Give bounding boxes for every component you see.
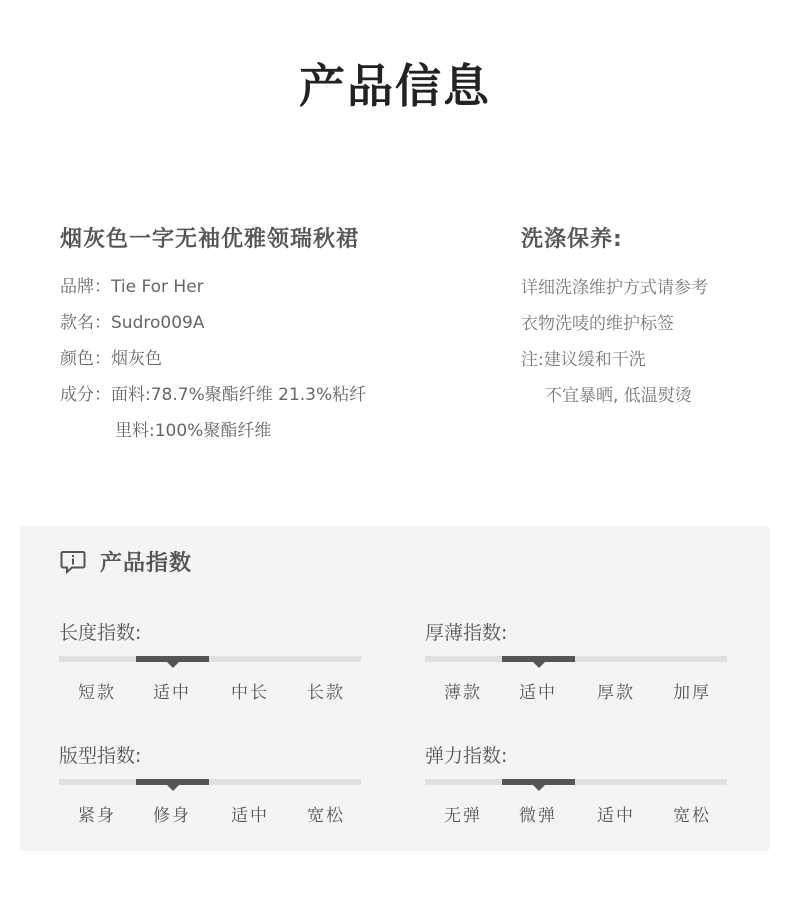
color-row [60, 344, 162, 369]
color-value: 烟灰色 [111, 349, 162, 369]
index-option: 加厚 [673, 683, 711, 703]
index-track [425, 779, 727, 785]
index-option: 适中 [597, 806, 635, 826]
marker-pointer [167, 785, 179, 791]
index-option: 长款 [307, 683, 345, 703]
care-line: 衣物洗唛的维护标签 [521, 314, 674, 334]
composition-row [60, 380, 366, 405]
care-title: 洗涤保养: [521, 227, 623, 252]
care-line: 详细洗涤维护方式请参考 [521, 278, 708, 298]
elasticity-index [425, 741, 727, 831]
care-line: 不宜暴晒, 低温熨烫 [545, 386, 692, 406]
index-track [425, 656, 727, 662]
composition-label: 成分： [60, 385, 111, 405]
index-option-selected: 修身 [153, 806, 191, 826]
care-line: 注:建议缓和干洗 [521, 350, 646, 370]
info-speech-bubble-icon [60, 550, 86, 574]
color-label: 颜色： [60, 349, 111, 369]
marker-pointer [533, 785, 545, 791]
index-label: 长度指数: [59, 622, 142, 644]
index-option-selected: 适中 [519, 683, 557, 703]
index-option-selected: 微弹 [519, 806, 557, 826]
index-option: 中长 [231, 683, 269, 703]
marker-pointer [533, 662, 545, 668]
style-row [60, 308, 204, 333]
composition-lining: 里料:100%聚酯纤维 [115, 421, 272, 441]
index-option: 无弹 [444, 806, 482, 826]
index-label: 弹力指数: [425, 745, 508, 767]
index-option: 薄款 [444, 683, 482, 703]
index-option: 厚款 [597, 683, 635, 703]
index-option: 宽松 [307, 806, 345, 826]
length-index [59, 618, 361, 708]
thickness-index [425, 618, 727, 708]
index-option-selected: 适中 [153, 683, 191, 703]
composition-outer: 面料:78.7%聚酯纤维 21.3%粘纤 [111, 385, 367, 405]
page-title: 产品信息 [299, 59, 491, 113]
index-option: 适中 [231, 806, 269, 826]
fit-index [59, 741, 361, 831]
brand-row [60, 272, 204, 297]
index-label: 版型指数: [59, 745, 142, 767]
product-index-panel [20, 526, 770, 851]
product-name: 烟灰色一字无袖优雅领瑞秋裙 [60, 227, 360, 252]
style-label: 款名： [60, 313, 111, 333]
panel-title: 产品指数 [100, 551, 193, 576]
brand-label: 品牌： [60, 277, 111, 297]
index-option: 短款 [78, 683, 116, 703]
index-track [59, 779, 361, 785]
index-option: 紧身 [78, 806, 116, 826]
marker-pointer [167, 662, 179, 668]
index-track [59, 656, 361, 662]
brand-value: Tie For Her [111, 277, 204, 297]
index-label: 厚薄指数: [425, 622, 508, 644]
index-option: 宽松 [673, 806, 711, 826]
style-value: Sudro009A [111, 313, 205, 333]
